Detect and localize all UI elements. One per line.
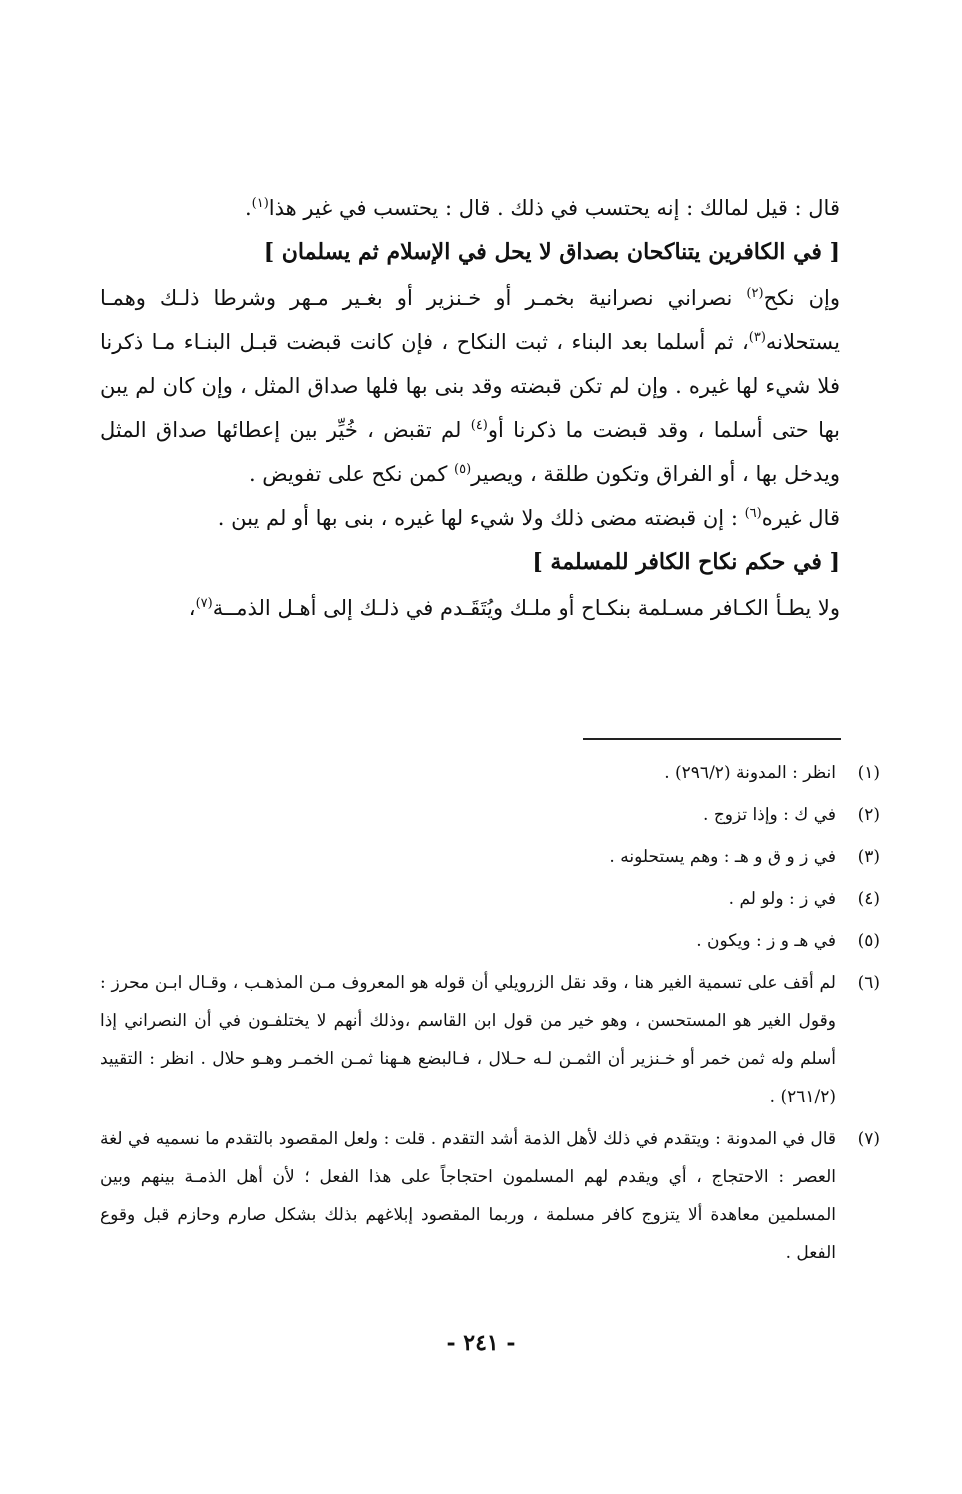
footnote-text: لم أقف على تسمية الغير هنا ، وقد نقل الزرويلي أن قوله هو المعروف مـن المذهـب ، وقـال ابـن محرز : وقول الغير هو المستحسن ، وهو خير من قول ابن القاسم ،وذلك أنهم لا يختلفـون في أن النصراني إذا أسلم وله ثمن خمر أو خـنزير أن الثمـن لـه حـلال ، فـالبضع هـهنا ثمـن الخمـر وهـو حلال . انظر : التقييد (٢٦١/٢) .	[100, 973, 836, 1107]
section-heading-1: [ في الكافرين يتناكحان بصداق لا يحل في الإسلام ثم يسلمان ]	[263, 239, 840, 265]
footnote-divider	[583, 738, 841, 740]
footnote-number: (٣)	[857, 847, 880, 867]
footnote-ref-6: (٦)	[744, 506, 762, 521]
section-heading-2: [ في حكم نكاح الكافر للمسلمة ]	[532, 549, 840, 575]
footnote-number: (٤)	[857, 889, 880, 909]
opening-line: قال : قيل لمالك : إنه يحتسب في ذلك . قال : يحتسب في غير هذا$^{(١)}$.	[244, 196, 840, 220]
footnote-item	[100, 922, 880, 960]
footnote-item	[100, 796, 880, 834]
footnote-number: (٢)	[857, 805, 880, 825]
footnote-ref-4: (٤)	[470, 418, 488, 433]
paragraph-3: ولا يطـأ الكـافر مسـلمة بنكـاح أو ملـك ويُتَقَـدم في ذلـك إلى أهـل الذمــة$^{(٧)}$،	[188, 596, 840, 620]
footnote-text: في ز : ولو لم .	[728, 889, 836, 909]
paragraph-2: قال غيره$^{(٦)}$ : إن قبضته مضى ذلك ولا شيء لها غيره ، بنى بها أو لم يبن .	[217, 506, 840, 530]
footnote-ref-2: (٢)	[746, 286, 764, 301]
footnote-number: (٦)	[857, 973, 880, 993]
footnotes-section	[100, 754, 880, 1276]
page-number: - ٢٤١ -	[446, 1330, 516, 1356]
footnote-item	[100, 964, 880, 1116]
footnote-text: انظر : المدونة (٢٩٦/٢) .	[664, 763, 836, 783]
footnote-ref-3: (٣)	[748, 330, 766, 345]
footnote-ref-5: (٥)	[454, 462, 472, 477]
footnote-number: (٥)	[857, 931, 880, 951]
footnote-item	[100, 838, 880, 876]
footnote-number: (١)	[857, 763, 880, 783]
footnote-text: في ك : وإذا تزوج .	[703, 805, 836, 825]
footnote-item	[100, 1120, 880, 1272]
footnote-number: (٧)	[857, 1129, 880, 1149]
footnote-ref-7: (٧)	[195, 596, 213, 611]
footnote-text: في هـ و ز : ويكون .	[696, 931, 836, 951]
footnote-item	[100, 754, 880, 792]
footnote-item	[100, 880, 880, 918]
main-text-body	[100, 186, 840, 630]
footnote-text: قال في المدونة : ويتقدم في ذلك لأهل الذمة أشد التقدم . قلت : ولعل المقصود بالتقدم ما نسميه في لغة العصر : الاحتجاج ، أي ويقدم لهم المسلمون احتجاجاً على هذا الفعل ؛ لأن أهل الذمـة بينهم وبين المسلمين معاهدة ألا يتزوج كافر مسلمة ، وربما المقصود إبلاغهم بذلك بشكل صارم وحازم قبل وقوع الفعل .	[100, 1129, 836, 1263]
paragraph-1: وإن نكح$^{(٢)}$ نصراني نصرانية بخمـر أو خـنزير أو بغـير مـهر وشرطا ذلـك وهمـا يستحلانه$^{(٣)}$، ثم أسلما بعد البناء ، ثبت النكاح ، فإن كانت قبضت قبـل البنـاء مـا ذكرنا فلا شيء لها غيره . وإن لم تكن قبضته وقد بنى بها فلها صداق المثل ، وإن كان لم يبن بها حتى أسلما ، وقد قبضت ما ذكرنا أو$^{(٤)}$ لم تقبض ، خُيِّر بين إعطائها صداق المثل ويدخل بها ، أو الفراق وتكون طلقة ، ويصير$^{(٥)}$ كمن نكح على تفويض .	[100, 286, 840, 486]
footnote-text: في ز و ق و هـ : وهم يستحلونه .	[609, 847, 836, 867]
footnote-ref-1: (١)	[251, 196, 269, 211]
